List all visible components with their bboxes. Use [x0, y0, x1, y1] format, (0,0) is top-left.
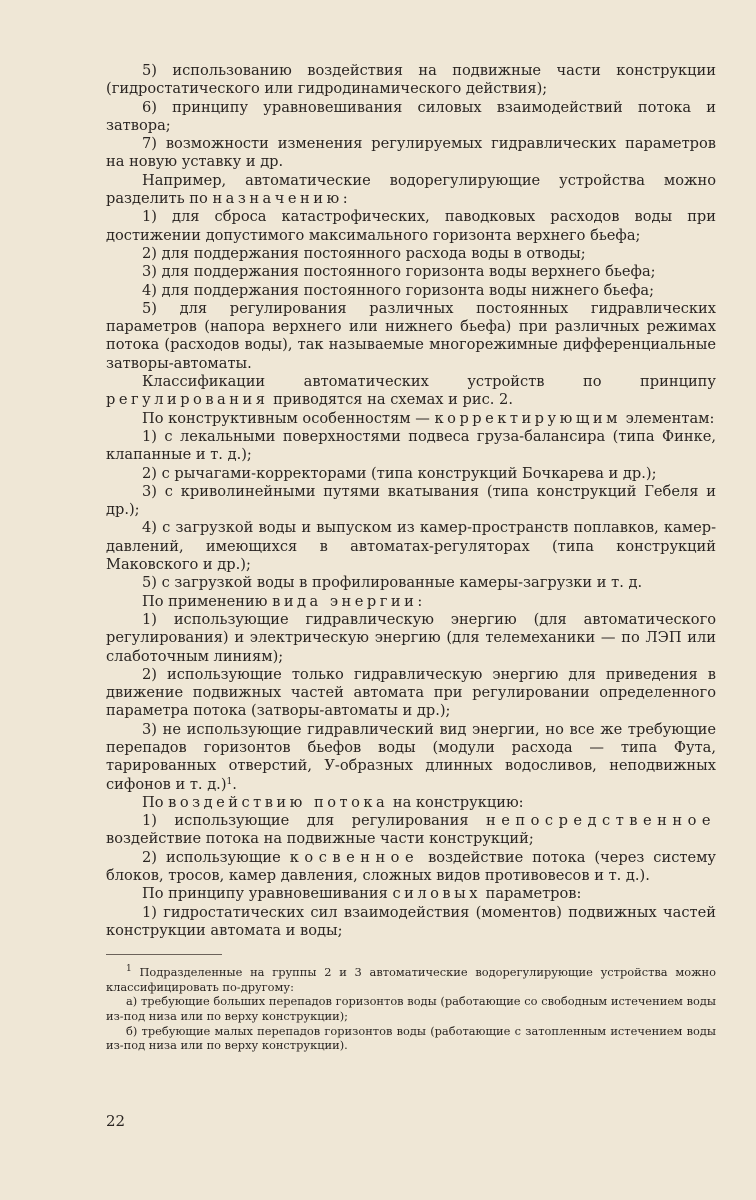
paragraph: 6) принципу уравновешивания силовых взаимодействий потока и затвора;: [106, 98, 716, 134]
text-run: Классификации автоматических устройств по принципу: [142, 373, 716, 391]
footnote-item: б) требующие малых перепадов горизонтов воды (работающие с затопленным истечением воды из-под низа или по верху конструкции).: [106, 1023, 716, 1053]
footnote-ref: 1: [226, 776, 233, 787]
text-run: элементам:: [625, 409, 715, 427]
spaced-emphasis: регулирования: [106, 391, 269, 409]
paragraph: 1) с лекальными поверхностями подвеса груза-балансира (типа Финке, клапанные и т. д.);: [106, 427, 716, 464]
paragraph: 7) возможности изменения регулируемых гидравлических параметров на новую уставку и др.: [106, 135, 716, 171]
paragraph: 2) для поддержания постоянного расхода воды в отводы;: [142, 244, 586, 262]
paragraph: 5) для регулирования различных постоянных гидравлических параметров (напора верхнего или нижнего бьефа) при различных режимах потока (расходов воды), так называемые многорежимные дифференциальные затворы-автоматы.: [106, 299, 716, 372]
text-run: По конструктивным особенностям —: [142, 409, 430, 427]
paragraph: 2) использующие только гидравлическую энергию для приведения в движение подвижных частей автомата при регулировании определенного параметра потока (затворы-автоматы и др.);: [106, 665, 716, 720]
spaced-emphasis: вида энергии: [272, 592, 418, 610]
text-run: воздействие потока (через систему блоков, тросов, камер давления, сложных видов противовесов и т. д.).: [106, 848, 717, 885]
paragraph: [106, 812, 716, 849]
paragraph: 5) с загрузкой воды в профилированные камеры-загрузки и т. д.: [142, 574, 643, 592]
paragraph: [106, 593, 716, 611]
text-run: параметров:: [485, 885, 582, 903]
footnote: [106, 965, 716, 994]
paragraph: [106, 794, 716, 812]
paragraph: 1) для сброса катастрофических, паводковых расходов воды при достижении допустимого максимального горизонта верхнего бьефа;: [106, 208, 716, 244]
spaced-emphasis: назначению: [212, 190, 343, 208]
paragraph: [106, 410, 716, 428]
text-run: .: [232, 775, 237, 793]
text-run: 3) не использующие гидравлический вид энергии, но все же требующие перепадов горизонтов бьефов воды (модули расхода — типа Фута, тарированных отверстий, У-образных длинных водосливов, неподвижных сифонов и т. д.): [106, 720, 716, 793]
text-run: воздействие потока на подвижные части конструкций;: [106, 830, 534, 848]
main-text: [106, 62, 716, 940]
paragraph: [106, 721, 716, 794]
paragraph: [106, 172, 716, 209]
paragraph: 4) для поддержания постоянного горизонта воды нижнего бьефа;: [142, 281, 655, 299]
footnote-divider: [106, 954, 222, 955]
text-run: По применению: [142, 592, 268, 610]
footnote-item: а) требующие больших перепадов горизонтов воды (работающие со свободным истечением воды из-под низа или по верху конструкции);: [106, 994, 716, 1024]
paragraph: 5) использованию воздействия на подвижные части конструкции (гидростатического или гидродинамического действия);: [106, 62, 716, 98]
spaced-emphasis: воздействию потока: [168, 793, 389, 811]
spaced-emphasis: корректирующим: [434, 409, 621, 427]
text-run: на конструкцию:: [392, 793, 524, 811]
paragraph: 1) использующие гидравлическую энергию (для автоматического регулирования) и электрическую энергию (для телемеханики — по ЛЭП или слаботочным линиям);: [106, 610, 716, 665]
text-run: По принципу уравновешивания: [142, 885, 388, 903]
text-run: 1) использующие для регулирования: [142, 812, 469, 830]
page-number: 22: [106, 1112, 126, 1130]
text-run: 2) использующие: [142, 848, 281, 866]
paragraph: 2) с рычагами-корректорами (типа конструкций Бочкарева и др.);: [142, 464, 657, 482]
spaced-emphasis: непосредственное: [486, 812, 717, 830]
paragraph: 1) гидростатических сил взаимодействия (моментов) подвижных частей конструкции автомата и воды;: [106, 903, 716, 939]
text-run: :: [342, 190, 348, 208]
text-run: приводятся на схемах и рис. 2.: [273, 391, 513, 409]
footnotes: [106, 965, 716, 1053]
paragraph: 3) для поддержания постоянного горизонта воды верхнего бьефа;: [142, 263, 656, 281]
paragraph: [106, 373, 716, 410]
footnote-marker: 1: [126, 964, 132, 975]
paragraph: 3) с криволинейными путями вкатывания (типа конструкций Гебеля и др.);: [106, 482, 716, 519]
footnote-text: Подразделенные на группы 2 и 3 автоматические водорегулирующие устройства можно классифицировать по-другому:: [106, 965, 716, 994]
paragraph: 4) с загрузкой воды и выпуском из камер-пространств поплавков, камер-давлений, имеющихся в автоматах-регуляторах (типа конструкций Маковского и др.);: [106, 519, 716, 574]
text-run: Например, автоматические водорегулирующие устройства можно разделить по: [106, 171, 716, 208]
paragraph: [106, 849, 716, 886]
spaced-emphasis: косвенное: [289, 848, 420, 866]
text-run: По: [142, 793, 164, 811]
text-run: :: [417, 592, 423, 610]
spaced-emphasis: силовых: [392, 885, 481, 903]
paragraph: [106, 885, 716, 903]
